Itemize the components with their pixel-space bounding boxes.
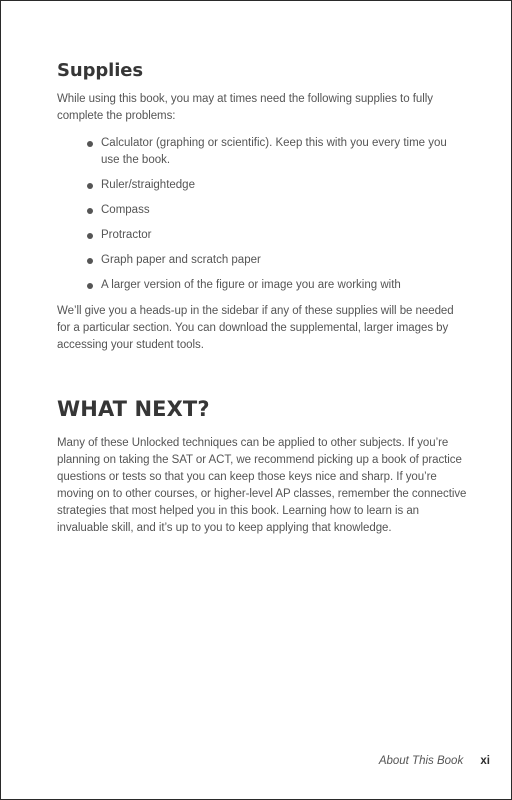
- supplies-intro-paragraph: While using this book, you may at times need the following supplies to fully complete the problems:: [57, 93, 433, 122]
- what-next-paragraph: Many of these Unlocked techniques can be applied to other subjects. If you’re planning on taking the SAT or ACT, we recommend picking up a book of practice questions or tests so that you can keep those keys nice and sharp. If you’re moving on to other courses, or higher-level AP classes, remember the connective strategies that most helped you in this book. Learning how to learn is an invaluable skill, and it’s up to you to keep applying that knowledge.: [57, 437, 467, 534]
- what-next-heading: WHAT NEXT?: [57, 397, 210, 421]
- page-number: xi: [480, 755, 490, 767]
- list-item: [57, 227, 467, 244]
- supply-item-text: Protractor: [101, 229, 152, 241]
- running-footer-title: About This Book: [378, 755, 464, 767]
- what-next-section: [57, 394, 467, 537]
- page-footer: [379, 755, 490, 767]
- list-item: [57, 252, 467, 269]
- bullet-icon: [87, 233, 93, 239]
- bullet-icon: [87, 258, 93, 264]
- supply-item-text: Compass: [101, 204, 150, 216]
- supply-item-text: Calculator (graphing or scientific). Keep this with you every time you use the book.: [101, 137, 447, 166]
- bullet-icon: [87, 283, 93, 289]
- supply-item-text: A larger version of the figure or image you are working with: [101, 279, 401, 291]
- list-item: [57, 202, 467, 219]
- supplies-list: [57, 135, 467, 294]
- bullet-icon: [87, 208, 93, 214]
- list-item: [57, 135, 467, 169]
- list-item: [57, 177, 467, 194]
- bullet-icon: [87, 183, 93, 189]
- supplies-closing-paragraph: We’ll give you a heads-up in the sidebar if any of these supplies will be needed for a particular section. You can download the supplemental, larger images by accessing your student tools.: [57, 305, 454, 351]
- supplies-section: [57, 58, 467, 354]
- supply-item-text: Graph paper and scratch paper: [101, 254, 261, 266]
- supply-item-text: Ruler/straightedge: [101, 179, 195, 191]
- page-content: [57, 58, 467, 537]
- bullet-icon: [87, 141, 93, 147]
- supplies-heading: Supplies: [57, 60, 144, 81]
- list-item: [57, 277, 467, 294]
